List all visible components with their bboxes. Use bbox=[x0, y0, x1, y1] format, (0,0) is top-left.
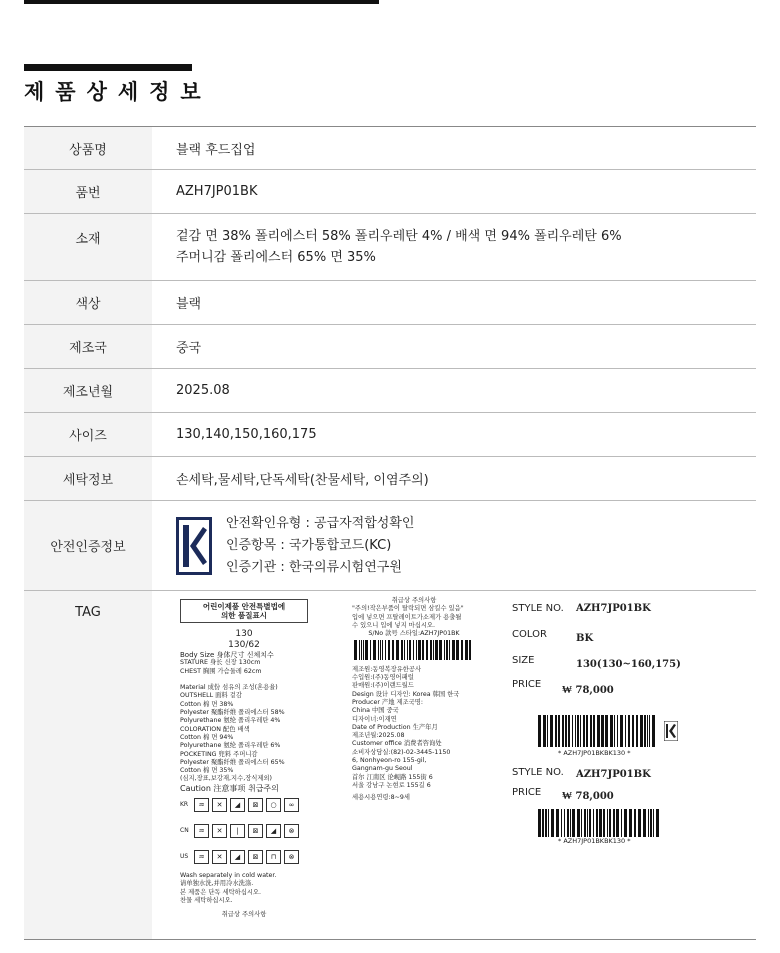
barcode-bar bbox=[409, 640, 411, 660]
spec-row bbox=[24, 413, 756, 457]
spec-label: 세탁정보 bbox=[24, 457, 152, 501]
spec-label: 소재 bbox=[24, 214, 152, 281]
spec-label: 제조국 bbox=[24, 325, 152, 369]
line-dry-icon: ⊓ bbox=[266, 850, 281, 864]
info-line: Date of Production 生产年月 bbox=[352, 723, 438, 731]
product-spec-table bbox=[24, 126, 756, 940]
spec-label: 품번 bbox=[24, 170, 152, 214]
top-divider bbox=[24, 0, 379, 4]
label-line: Cotton 棉 면 35% bbox=[180, 767, 234, 775]
style-value: AZH7JP01BK bbox=[576, 769, 651, 780]
care-symbol-row bbox=[180, 792, 308, 818]
barcode-bar bbox=[597, 715, 600, 747]
label-line: STATURE 身长 신장 130cm bbox=[180, 659, 261, 667]
barcode-bar bbox=[624, 809, 627, 837]
spec-value: 손세탁,물세탁,단독세탁(찬물세탁, 이염주의) bbox=[176, 473, 429, 488]
barcode-bar bbox=[650, 809, 652, 837]
kc-info-line: 인증항목 : 국가통합코드(KC) bbox=[226, 537, 392, 553]
spec-label: TAG bbox=[24, 591, 152, 940]
barcode-bar bbox=[538, 809, 541, 837]
barcode-bar bbox=[577, 809, 580, 837]
info-line: 판매원:(주)이랜드월드 bbox=[352, 682, 414, 690]
spec-row bbox=[24, 170, 756, 214]
barcode-bar bbox=[558, 715, 560, 747]
barcode-bar bbox=[644, 715, 646, 747]
color-value: BK bbox=[576, 633, 594, 644]
barcode-bar bbox=[361, 640, 362, 660]
label-line bbox=[180, 676, 308, 684]
price-label: PRICE bbox=[512, 679, 542, 690]
spec-row bbox=[24, 501, 756, 591]
barcode-bar bbox=[562, 715, 564, 747]
label-barcode bbox=[352, 640, 476, 660]
wash-line: 본 제품은 단독 세탁하십시오. bbox=[180, 888, 261, 896]
info-line: Producer 产地 제조국명: bbox=[352, 698, 423, 706]
barcode-bar bbox=[561, 809, 562, 837]
barcode bbox=[536, 809, 660, 837]
label-size: 130 bbox=[235, 629, 253, 639]
label-line: Body Size 身体尺寸 신체치수 bbox=[180, 651, 274, 659]
no-tumble-dry-icon: ⊠ bbox=[248, 824, 263, 838]
barcode-bar bbox=[590, 715, 592, 747]
barcode-bar bbox=[640, 715, 643, 747]
barcode-bar bbox=[449, 640, 450, 660]
barcode-bar bbox=[629, 809, 632, 837]
care-country: US bbox=[180, 852, 189, 860]
barcode-bar bbox=[433, 640, 434, 660]
wash-line: 请单独水洗,并用冷水洗涤. bbox=[180, 880, 254, 888]
barcode-bar bbox=[565, 715, 567, 747]
barcode-bar bbox=[365, 640, 368, 660]
kc-mark-icon bbox=[176, 517, 212, 575]
barcode-number: * AZH7JP01BKBK130 * bbox=[558, 749, 631, 757]
style-label: STYLE NO. bbox=[512, 603, 564, 614]
barcode-bar bbox=[586, 715, 588, 747]
price-label: PRICE bbox=[512, 787, 542, 798]
info-line: 세용시용연령:8~9세 bbox=[352, 794, 410, 802]
no-tumble-dry-icon: ⊠ bbox=[248, 798, 263, 812]
barcode-bar bbox=[609, 809, 611, 837]
no-wring-icon: ∞ bbox=[284, 798, 299, 812]
iron-icon: ◢ bbox=[266, 824, 281, 838]
spec-label: 제조년월 bbox=[24, 369, 152, 413]
barcode-bar bbox=[543, 715, 546, 747]
barcode-bar bbox=[620, 715, 623, 747]
barcode-bar bbox=[426, 640, 428, 660]
barcode-bar bbox=[581, 809, 582, 837]
no-bleach-icon: ✕ bbox=[212, 824, 227, 838]
barcode-bar bbox=[407, 640, 408, 660]
no-bleach-icon: ✕ bbox=[212, 798, 227, 812]
no-dry-clean-icon: ⊗ bbox=[284, 824, 299, 838]
barcode-bar bbox=[572, 809, 575, 837]
info-line: 취급상 주의사항 bbox=[391, 597, 437, 604]
hand-wash-icon: ♒ bbox=[194, 798, 209, 812]
wash-line: 찬물 세탁하십시오. bbox=[180, 896, 233, 904]
info-line: "주의!작은부품이 탈락되면 삼킬수 있음" bbox=[352, 605, 464, 613]
barcode-bar bbox=[545, 809, 547, 837]
label-line: COLORATION 配色 배색 bbox=[180, 725, 250, 733]
section-title: 제품상세정보 bbox=[24, 80, 212, 104]
spec-row bbox=[24, 281, 756, 325]
size-value: 130(130~160,175) bbox=[576, 659, 681, 670]
barcode-bar bbox=[385, 640, 386, 660]
barcode-bar bbox=[452, 640, 455, 660]
hand-wash-icon: ♒ bbox=[194, 850, 209, 864]
barcode-bar bbox=[461, 640, 463, 660]
barcode-bar bbox=[628, 715, 630, 747]
spec-row bbox=[24, 369, 756, 413]
color-label: COLOR bbox=[512, 629, 547, 640]
spec-value: 중국 bbox=[176, 341, 202, 356]
barcode-bar bbox=[577, 715, 579, 747]
label-line: CHEST 胸围 가슴둘레 62cm bbox=[180, 667, 262, 675]
no-tumble-dry-icon: ⊠ bbox=[248, 850, 263, 864]
size-label: SIZE bbox=[512, 655, 535, 666]
spec-value: 2025.08 bbox=[176, 383, 230, 398]
barcode-bar bbox=[382, 640, 383, 660]
spec-row bbox=[24, 457, 756, 501]
barcode-bar bbox=[401, 640, 403, 660]
label-line: (심지,장표,보강재,지수,장식제외) bbox=[180, 775, 272, 783]
barcode-bar bbox=[435, 640, 438, 660]
label-line: POCKETING 兜料 주머니감 bbox=[180, 750, 258, 758]
barcode-bar bbox=[649, 715, 650, 747]
barcode-bar bbox=[607, 809, 608, 837]
label-line: Polyurethane 氨纶 폴리우레탄 4% bbox=[180, 717, 281, 725]
no-dry-clean-icon: ⊗ bbox=[284, 850, 299, 864]
barcode-bar bbox=[413, 640, 414, 660]
barcode-bar bbox=[653, 809, 654, 837]
spec-value bbox=[152, 501, 756, 591]
info-line: 소비자상담실:(82)-02-3445-1150 bbox=[352, 748, 451, 756]
barcode-bar bbox=[617, 715, 618, 747]
barcode-bar bbox=[593, 715, 595, 747]
spec-value: AZH7JP01BK bbox=[176, 184, 258, 199]
info-line: S/No 款号 스타일:AZH7JP01BK bbox=[368, 630, 460, 638]
barcode bbox=[536, 715, 660, 747]
care-country: KR bbox=[180, 800, 189, 808]
label-line: OUTSHELL 面料 겉감 bbox=[180, 692, 242, 700]
barcode-bar bbox=[567, 809, 569, 837]
barcode-bar bbox=[634, 809, 636, 837]
barcode-bar bbox=[656, 809, 659, 837]
barcode-bar bbox=[632, 715, 634, 747]
barcode-bar bbox=[587, 809, 588, 837]
barcode-bar bbox=[446, 640, 448, 660]
barcode-bar bbox=[593, 809, 594, 837]
label-heading-line: 의한 품질표시 bbox=[220, 611, 268, 620]
title-accent-bar bbox=[24, 64, 192, 71]
material-line: 주머니감 폴리에스터 65% 면 35% bbox=[176, 250, 376, 265]
info-line: 제조원:동영복장유한공사 bbox=[352, 665, 422, 673]
info-line: 제조년월:2025.08 bbox=[352, 732, 405, 740]
label-line: Polyurethane 氨纶 폴리우레탄 6% bbox=[180, 742, 281, 750]
barcode-bar bbox=[444, 640, 445, 660]
label-size2: 130/62 bbox=[228, 640, 260, 650]
spec-row bbox=[24, 214, 756, 281]
iron-icon: ◢ bbox=[230, 798, 245, 812]
label-heading-line: 어린이제품 안전특별법에 bbox=[202, 602, 286, 611]
barcode-bar bbox=[547, 715, 548, 747]
label-heading bbox=[180, 599, 308, 623]
info-line: 首尔 江南区 论岘路 155街 6 bbox=[352, 773, 433, 781]
price-value: ₩ 78,000 bbox=[562, 685, 614, 696]
barcode-bar bbox=[548, 809, 549, 837]
style-label: STYLE NO. bbox=[512, 767, 564, 778]
spec-row bbox=[24, 127, 756, 170]
price-value: ₩ 78,000 bbox=[562, 791, 614, 802]
barcode-bar bbox=[422, 640, 424, 660]
spec-label: 안전인증정보 bbox=[24, 501, 152, 591]
barcode-bar bbox=[584, 809, 586, 837]
info-line: Customer office 消费者咨询处 bbox=[352, 740, 442, 748]
barcode-bar bbox=[583, 715, 585, 747]
barcode-bar bbox=[621, 809, 622, 837]
dry-clean-icon: ○ bbox=[266, 798, 281, 812]
info-line: 수 있으니 입에 넣지 마십시오. bbox=[352, 621, 436, 629]
barcode-bar bbox=[555, 715, 557, 747]
barcode-bar bbox=[580, 715, 581, 747]
spec-row bbox=[24, 325, 756, 369]
info-label bbox=[352, 597, 476, 803]
barcode-bar bbox=[638, 809, 641, 837]
kc-block bbox=[176, 513, 756, 579]
barcode-bar bbox=[430, 640, 432, 660]
barcode-bar bbox=[439, 640, 442, 660]
info-line: 입에 넣으면 프탈레이트가소제가 용출될 bbox=[352, 613, 462, 621]
label-line: Cotton 棉 면 94% bbox=[180, 733, 234, 741]
barcode-bar bbox=[380, 640, 381, 660]
spec-value bbox=[152, 214, 756, 281]
barcode-bar bbox=[648, 809, 649, 837]
barcode-bar bbox=[416, 640, 417, 660]
barcode-bar bbox=[551, 809, 554, 837]
barcode-bar bbox=[550, 715, 553, 747]
barcode-bar bbox=[603, 809, 605, 837]
barcode-bar bbox=[392, 640, 394, 660]
barcode-bar bbox=[568, 715, 570, 747]
spec-value: 블랙 후드집업 bbox=[176, 142, 256, 158]
barcode-bar bbox=[404, 640, 405, 660]
barcode-bar bbox=[636, 715, 638, 747]
barcode-bar bbox=[469, 640, 471, 660]
care-symbol-row bbox=[180, 818, 308, 844]
barcode-bar bbox=[610, 715, 613, 747]
spec-row bbox=[24, 591, 756, 940]
care-label bbox=[180, 599, 308, 920]
barcode-bar bbox=[418, 640, 421, 660]
tag-images bbox=[152, 591, 756, 940]
barcode-bar bbox=[599, 809, 602, 837]
barcode-bar bbox=[575, 715, 576, 747]
iron-icon: ◢ bbox=[230, 850, 245, 864]
barcode-bar bbox=[564, 809, 565, 837]
wash-line: Wash separately in cold water. bbox=[180, 872, 277, 880]
kc-small-icon bbox=[664, 721, 678, 741]
barcode-bar bbox=[647, 715, 648, 747]
info-line: 서울 강남구 논현로 155길 6 bbox=[352, 781, 431, 789]
spec-value: 블랙 bbox=[176, 297, 202, 312]
barcode-bar bbox=[378, 640, 379, 660]
barcode-bar bbox=[556, 809, 559, 837]
barcode-bar bbox=[538, 715, 541, 747]
barcode-bar bbox=[652, 715, 655, 747]
barcode-bar bbox=[359, 640, 360, 660]
info-line: Design 设计 디자인: Korea 韩国 한국 bbox=[352, 690, 460, 698]
barcode-bar bbox=[570, 809, 571, 837]
caution-text: Caution 注意事项 취급주의 bbox=[180, 783, 279, 793]
line-dry-icon: | bbox=[230, 824, 245, 838]
kc-info-line: 안전확인유형 : 공급자적합성확인 bbox=[226, 515, 415, 531]
info-line: China 中国 중국 bbox=[352, 707, 399, 715]
label-line: Polyester 聚酯纤维 폴리에스터 58% bbox=[180, 709, 285, 717]
barcode-bar bbox=[388, 640, 390, 660]
barcode-bar bbox=[613, 809, 615, 837]
info-line: 디자이너:이재연 bbox=[352, 715, 397, 723]
spec-label: 상품명 bbox=[24, 127, 152, 170]
label-line: Cotton 棉 면 38% bbox=[180, 700, 234, 708]
barcode-bar bbox=[614, 715, 615, 747]
barcode-bar bbox=[605, 715, 608, 747]
barcode-bar bbox=[456, 640, 459, 660]
barcode-bar bbox=[363, 640, 364, 660]
barcode-bar bbox=[572, 715, 573, 747]
barcode-bar bbox=[589, 809, 591, 837]
barcode-bar bbox=[465, 640, 468, 660]
label-line: Material 成份 섬유의 조성(혼용율) bbox=[180, 684, 278, 692]
barcode-bar bbox=[601, 715, 604, 747]
label-footer: 취급상 주의사항 bbox=[221, 911, 267, 919]
barcode-bar bbox=[396, 640, 399, 660]
barcode-bar bbox=[373, 640, 376, 660]
spec-label: 색상 bbox=[24, 281, 152, 325]
barcode-bar bbox=[370, 640, 371, 660]
no-bleach-icon: ✕ bbox=[212, 850, 227, 864]
barcode-bar bbox=[596, 809, 598, 837]
spec-value: 130,140,150,160,175 bbox=[176, 427, 317, 442]
barcode-number: * AZH7JP01BKBK130 * bbox=[558, 837, 631, 845]
info-line: Gangnam-gu Seoul bbox=[352, 765, 413, 773]
info-line: 수입원:(주)동영어패럴 bbox=[352, 674, 414, 682]
kc-info-line: 인증기관 : 한국의류시험연구원 bbox=[226, 559, 402, 575]
style-value: AZH7JP01BK bbox=[576, 603, 651, 614]
barcode-bar bbox=[542, 809, 544, 837]
barcode-bar bbox=[643, 809, 646, 837]
care-symbol-row bbox=[180, 844, 308, 870]
care-country: CN bbox=[180, 826, 189, 834]
info-line: 6, Nonhyeon-ro 155-gil, bbox=[352, 757, 427, 765]
barcode-bar bbox=[354, 640, 357, 660]
material-line: 겉감 면 38% 폴리에스터 58% 폴리우레탄 4% / 배색 면 94% 폴리우레탄 6% bbox=[176, 229, 622, 244]
barcode-bar bbox=[625, 715, 626, 747]
label-line: Polyester 聚酯纤维 폴리에스터 65% bbox=[180, 758, 285, 766]
hand-wash-icon: ♒ bbox=[194, 824, 209, 838]
barcode-bar bbox=[616, 809, 619, 837]
spec-label: 사이즈 bbox=[24, 413, 152, 457]
